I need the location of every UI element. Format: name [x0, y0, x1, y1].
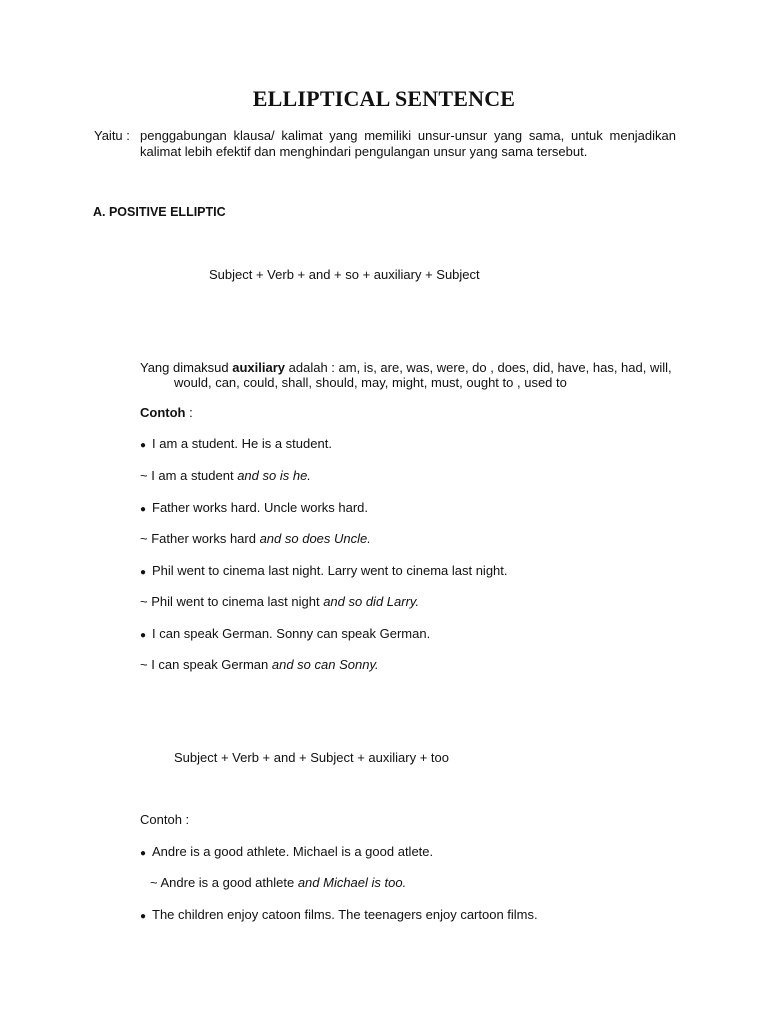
example-sentence: ● Father works hard. Uncle works hard. [140, 500, 369, 515]
example-combined: ~ I can speak German and so can Sonny. [140, 657, 379, 672]
example-heading-2: Contoh : [140, 812, 190, 827]
example-combined: ~ Andre is a good athlete and Michael is too. [150, 875, 407, 890]
auxiliary-note-line1: Yang dimaksud auxiliary adalah : am, is, are, was, were, do , does, did, have, has, had, will, [140, 360, 672, 375]
section-heading: A. POSITIVE ELLIPTIC [93, 205, 226, 219]
example-sentence: ● Andre is a good athlete. Michael is a good atlete. [140, 844, 434, 859]
page-title: ELLIPTICAL SENTENCE [252, 86, 516, 111]
bullet-icon: ● [140, 504, 147, 515]
formula-too: Subject + Verb + and + Subject + auxiliary + too [174, 750, 449, 765]
example-heading: Contoh : [140, 405, 193, 420]
bullet-icon: ● [140, 848, 147, 859]
example-sentence: ● Phil went to cinema last night. Larry went to cinema last night. [140, 563, 508, 578]
example-sentence: ● I can speak German. Sonny can speak German. [140, 626, 431, 641]
example-sentence: ● The children enjoy catoon films. The teenagers enjoy cartoon films. [140, 907, 538, 922]
example-combined: ~ Phil went to cinema last night and so did Larry. [140, 594, 420, 609]
bullet-icon: ● [140, 911, 147, 922]
definition-label: Yaitu : [94, 128, 130, 143]
definition-text: penggabungan klausa/ kalimat yang memiliki unsur-unsur yang sama, untuk menjadikan kalimat lebih efektif dan menghindari pengulangan unsur yang sama tersebut. [140, 128, 676, 159]
example-combined: ~ Father works hard and so does Uncle. [140, 531, 371, 546]
auxiliary-note-line2: would, can, could, shall, should, may, might, must, ought to , used to [174, 375, 567, 390]
bullet-icon: ● [140, 567, 147, 578]
auxiliary-keyword: auxiliary [232, 360, 286, 375]
example-combined: ~ I am a student and so is he. [140, 468, 311, 483]
bullet-icon: ● [140, 630, 147, 641]
bullet-icon: ● [140, 440, 147, 451]
example-sentence: ● I am a student. He is a student. [140, 436, 332, 451]
formula-so: Subject + Verb + and + so + auxiliary + Subject [209, 267, 480, 282]
